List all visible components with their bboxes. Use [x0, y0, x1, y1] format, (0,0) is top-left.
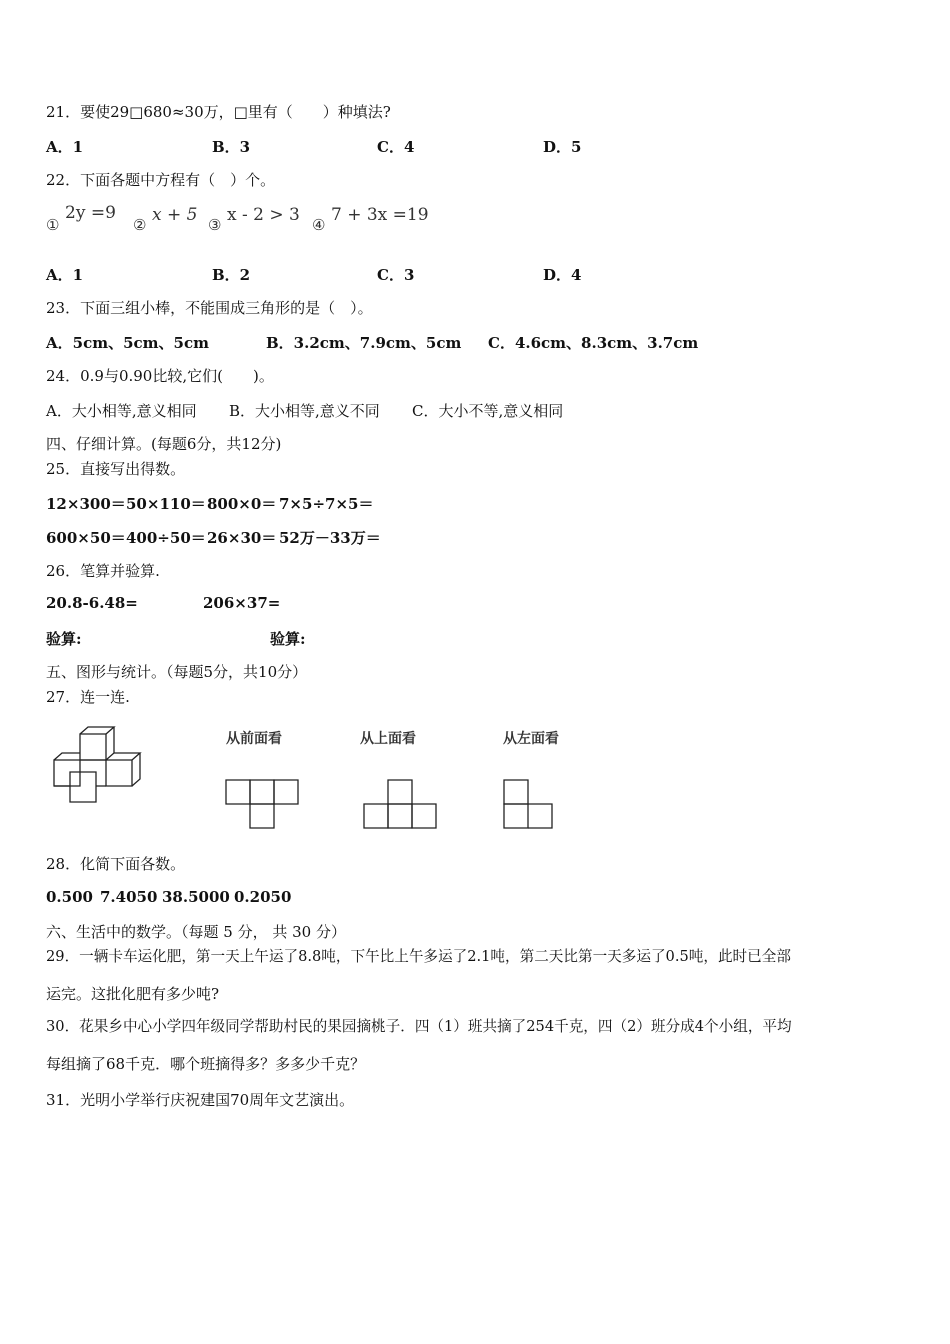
q21-stem: 21．要使29□680≈30万，□里有（ ）种填法? [46, 103, 391, 121]
q22-option-d: D．4 [543, 266, 582, 284]
q25-r1-c1: 12×300＝ [46, 495, 126, 513]
view-label-front: 从前面看 [226, 731, 282, 747]
solid-top-cube-side [106, 727, 114, 760]
q31-stem: 31．光明小学举行庆祝建国70周年文艺演出。 [46, 1091, 355, 1109]
q22-item-3-expr: x - 2 > 3 [227, 205, 300, 225]
section-5-heading: 五、图形与统计。（每题5分，共10分） [46, 663, 308, 681]
q25-r2-c3: 26×30＝ [207, 529, 277, 547]
view-label-top: 从上面看 [360, 731, 416, 747]
q27-stem: 27．连一连. [46, 688, 130, 706]
q28-number-4: 0.2050 [234, 888, 292, 906]
q26-check-1: 验算: [46, 630, 82, 648]
q22-stem: 22．下面各题中方程有（ ）个。 [46, 171, 276, 189]
q22-item-4-expr: 7 + 3x =19 [331, 205, 429, 225]
q26-check-2: 验算: [270, 630, 306, 648]
view-left-figure [502, 778, 556, 832]
q26-problem-1: 20.8-6.48= [46, 594, 138, 612]
q24-option-a: A．大小相等,意义相同 [46, 402, 197, 420]
q26-stem: 26．笔算并验算. [46, 562, 160, 580]
q30-text-line-2: 每组摘了68千克．哪个班摘得多？多多少千克？ [46, 1055, 366, 1073]
view-front-figure [224, 778, 302, 832]
q23-option-b: B．3.2cm、7.9cm、5cm [266, 334, 462, 352]
view-label-left: 从左面看 [503, 731, 559, 747]
q26-problem-2: 206×37= [203, 594, 281, 612]
q21-option-b: B．3 [212, 138, 251, 156]
section-4-heading: 四、仔细计算。(每题6分，共12分) [46, 435, 282, 453]
q21-option-a: A．1 [46, 138, 84, 156]
q24-stem: 24．0.9与0.90比较,它们( )。 [46, 367, 274, 385]
q21-option-c: C．4 [377, 138, 415, 156]
q27-solid-figure [46, 722, 156, 806]
solid-left-cube-top [54, 753, 80, 760]
q22-item-1-expr: 2y =9 [65, 203, 116, 223]
solid-top-cube-top [80, 727, 114, 734]
q21-option-d: D．5 [543, 138, 582, 156]
q25-r2-c2: 400÷50＝ [126, 529, 206, 547]
solid-front-cube [70, 772, 96, 802]
q28-number-1: 0.500 [46, 888, 93, 906]
q29-text-line-2: 运完。这批化肥有多少吨? [46, 985, 220, 1003]
q23-option-a: A．5cm、5cm、5cm [46, 334, 209, 352]
view-top-figure [362, 778, 440, 832]
solid-right-cube [106, 760, 132, 786]
q22-option-b: B．2 [212, 266, 251, 284]
solid-left-cube [54, 760, 80, 786]
q22-item-1-num: ① [46, 216, 60, 234]
q29-text-line-1: 29．一辆卡车运化肥，第一天上午运了8.8吨，下午比上午多运了2.1吨，第二天比第一天多运了0.5吨，此时已全部 [46, 948, 791, 965]
q28-number-3: 38.5000 [162, 888, 230, 906]
q22-item-2-num: ② [133, 216, 147, 234]
q23-option-c: C．4.6cm、8.3cm、3.7cm [488, 334, 699, 352]
q22-option-c: C．3 [377, 266, 415, 284]
solid-right-cube-top [114, 753, 140, 760]
section-6-heading: 六、生活中的数学。（每题 5 分， 共 30 分） [46, 923, 346, 941]
solid-top-cube-front [80, 734, 106, 760]
q28-stem: 28．化简下面各数。 [46, 855, 186, 873]
q25-r1-c2: 50×110＝ [126, 495, 206, 513]
q23-stem: 23．下面三组小棒，不能围成三角形的是（ ）。 [46, 299, 373, 317]
q25-r2-c4: 52万－33万＝ [279, 529, 381, 547]
q22-option-a: A．1 [46, 266, 84, 284]
q22-item-4-num: ④ [312, 216, 326, 234]
q25-stem: 25．直接写出得数。 [46, 460, 186, 478]
q22-item-3-num: ③ [208, 216, 222, 234]
q25-r1-c3: 800×0＝ [207, 495, 277, 513]
solid-right-cube-side [132, 753, 140, 786]
q30-text-line-1: 30．花果乡中心小学四年级同学帮助村民的果园摘桃子．四（1）班共摘了254千克，四（2）班分成4个小组，平均 [46, 1018, 792, 1035]
q24-option-c: C．大小不等,意义相同 [412, 402, 564, 420]
q28-number-2: 7.4050 [100, 888, 158, 906]
q22-item-2-expr: x + 5 [152, 205, 198, 225]
q25-r2-c1: 600×50＝ [46, 529, 126, 547]
q25-r1-c4: 7×5÷7×5＝ [279, 495, 374, 513]
q24-option-b: B．大小相等,意义不同 [229, 402, 380, 420]
